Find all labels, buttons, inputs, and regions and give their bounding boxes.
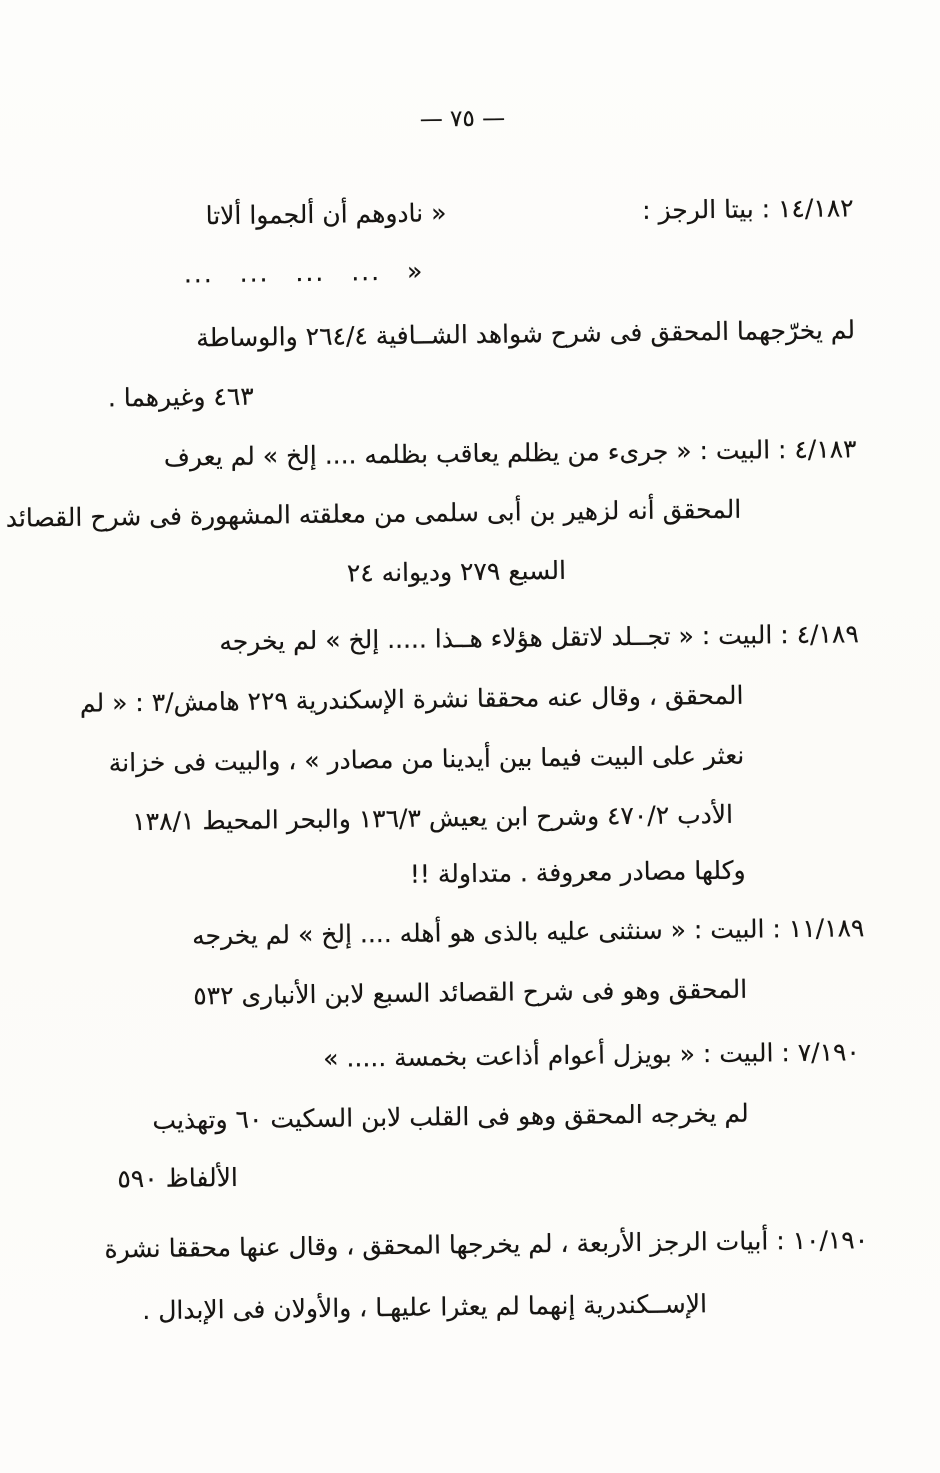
entry-ref-label: ١٤/١٨٢ : بيتا الرجز : — [641, 193, 854, 225]
entry-verse-text: « نادوهم أن ألجموا ألاتا — [205, 198, 447, 231]
entry-takhrij-line: المحقق ، وقال عنه محققا نشرة الإسكندرية ٢٢٩ هامش/٣ : « لم — [79, 680, 744, 718]
entry-takhrij-line: الأدب ٤٧٠/٢ وشرح ابن يعيش ١٣٦/٣ والبحر المحيط ١٣٨/١ — [132, 799, 734, 837]
entry-takhrij-line: ٤٦٣ وغيرهما . — [107, 381, 254, 413]
entry-takhrij-line: لم يخرجه المحقق وهو فى القلب لابن السكيت ٦٠ وتهذيب — [152, 1098, 749, 1135]
entry-takhrij-line: لم يخرّجهما المحقق فى شرح شواهد الشــافية ٢٦٤/٤ والوساطة — [196, 315, 856, 353]
entry-verse-ellipsis-line: ... ... ... ... » — [183, 256, 425, 289]
entry-takhrij-line: وكلها مصادر معروفة . متداولة !! — [409, 855, 746, 889]
entry-takhrij-line: السبع ٢٧٩ وديوانه ٢٤ — [346, 555, 567, 588]
page-number: — ٧٥ — — [419, 105, 506, 133]
entry-takhrij-line: الإســكندرية إنهما لم يعثرا عليهـا ، والأولان فى الإبدال . — [142, 1289, 708, 1326]
entry-4-189-line: ٤/١٨٩ : البيت : « تجــلد لاتقل هؤلاء هــذا ..... إلخ » لم يخرجه — [219, 619, 859, 657]
entry-7-190-line: ٧/١٩٠ : البيت : « بويزل أعوام أذاعت بخمسة ..... » — [323, 1037, 861, 1073]
entry-10-190-line: ١٠/١٩٠ : أبيات الرجز الأربعة ، لم يخرجها المحقق ، وقال عنها محققا نشرة — [104, 1225, 869, 1264]
entry-takhrij-line: نعثر على البيت فيما بين أيدينا من مصادر » ، والبيت فى خزانة — [108, 740, 745, 778]
entry-11-189-line: ١١/١٨٩ : البيت : « سنثنى عليه بالذى هو أهله .... إلخ » لم يخرجه — [191, 913, 865, 951]
entry-takhrij-line: المحقق أنه لزهير بن أبى سلمى من معلقته المشهورة فى شرح القصائد — [5, 494, 742, 533]
entry-14-182-heading-row — [205, 191, 853, 233]
entry-takhrij-line: الألفاظ ٥٩٠ — [117, 1162, 238, 1194]
entry-takhrij-line: المحقق وهو فى شرح القصائد السبع لابن الأنبارى ٥٣٢ — [193, 974, 748, 1011]
entry-4-183-line: ٤/١٨٣ : البيت : « جرىء من يظلم يعاقب بظلمه .... إلخ » لم يعرف — [163, 434, 857, 472]
